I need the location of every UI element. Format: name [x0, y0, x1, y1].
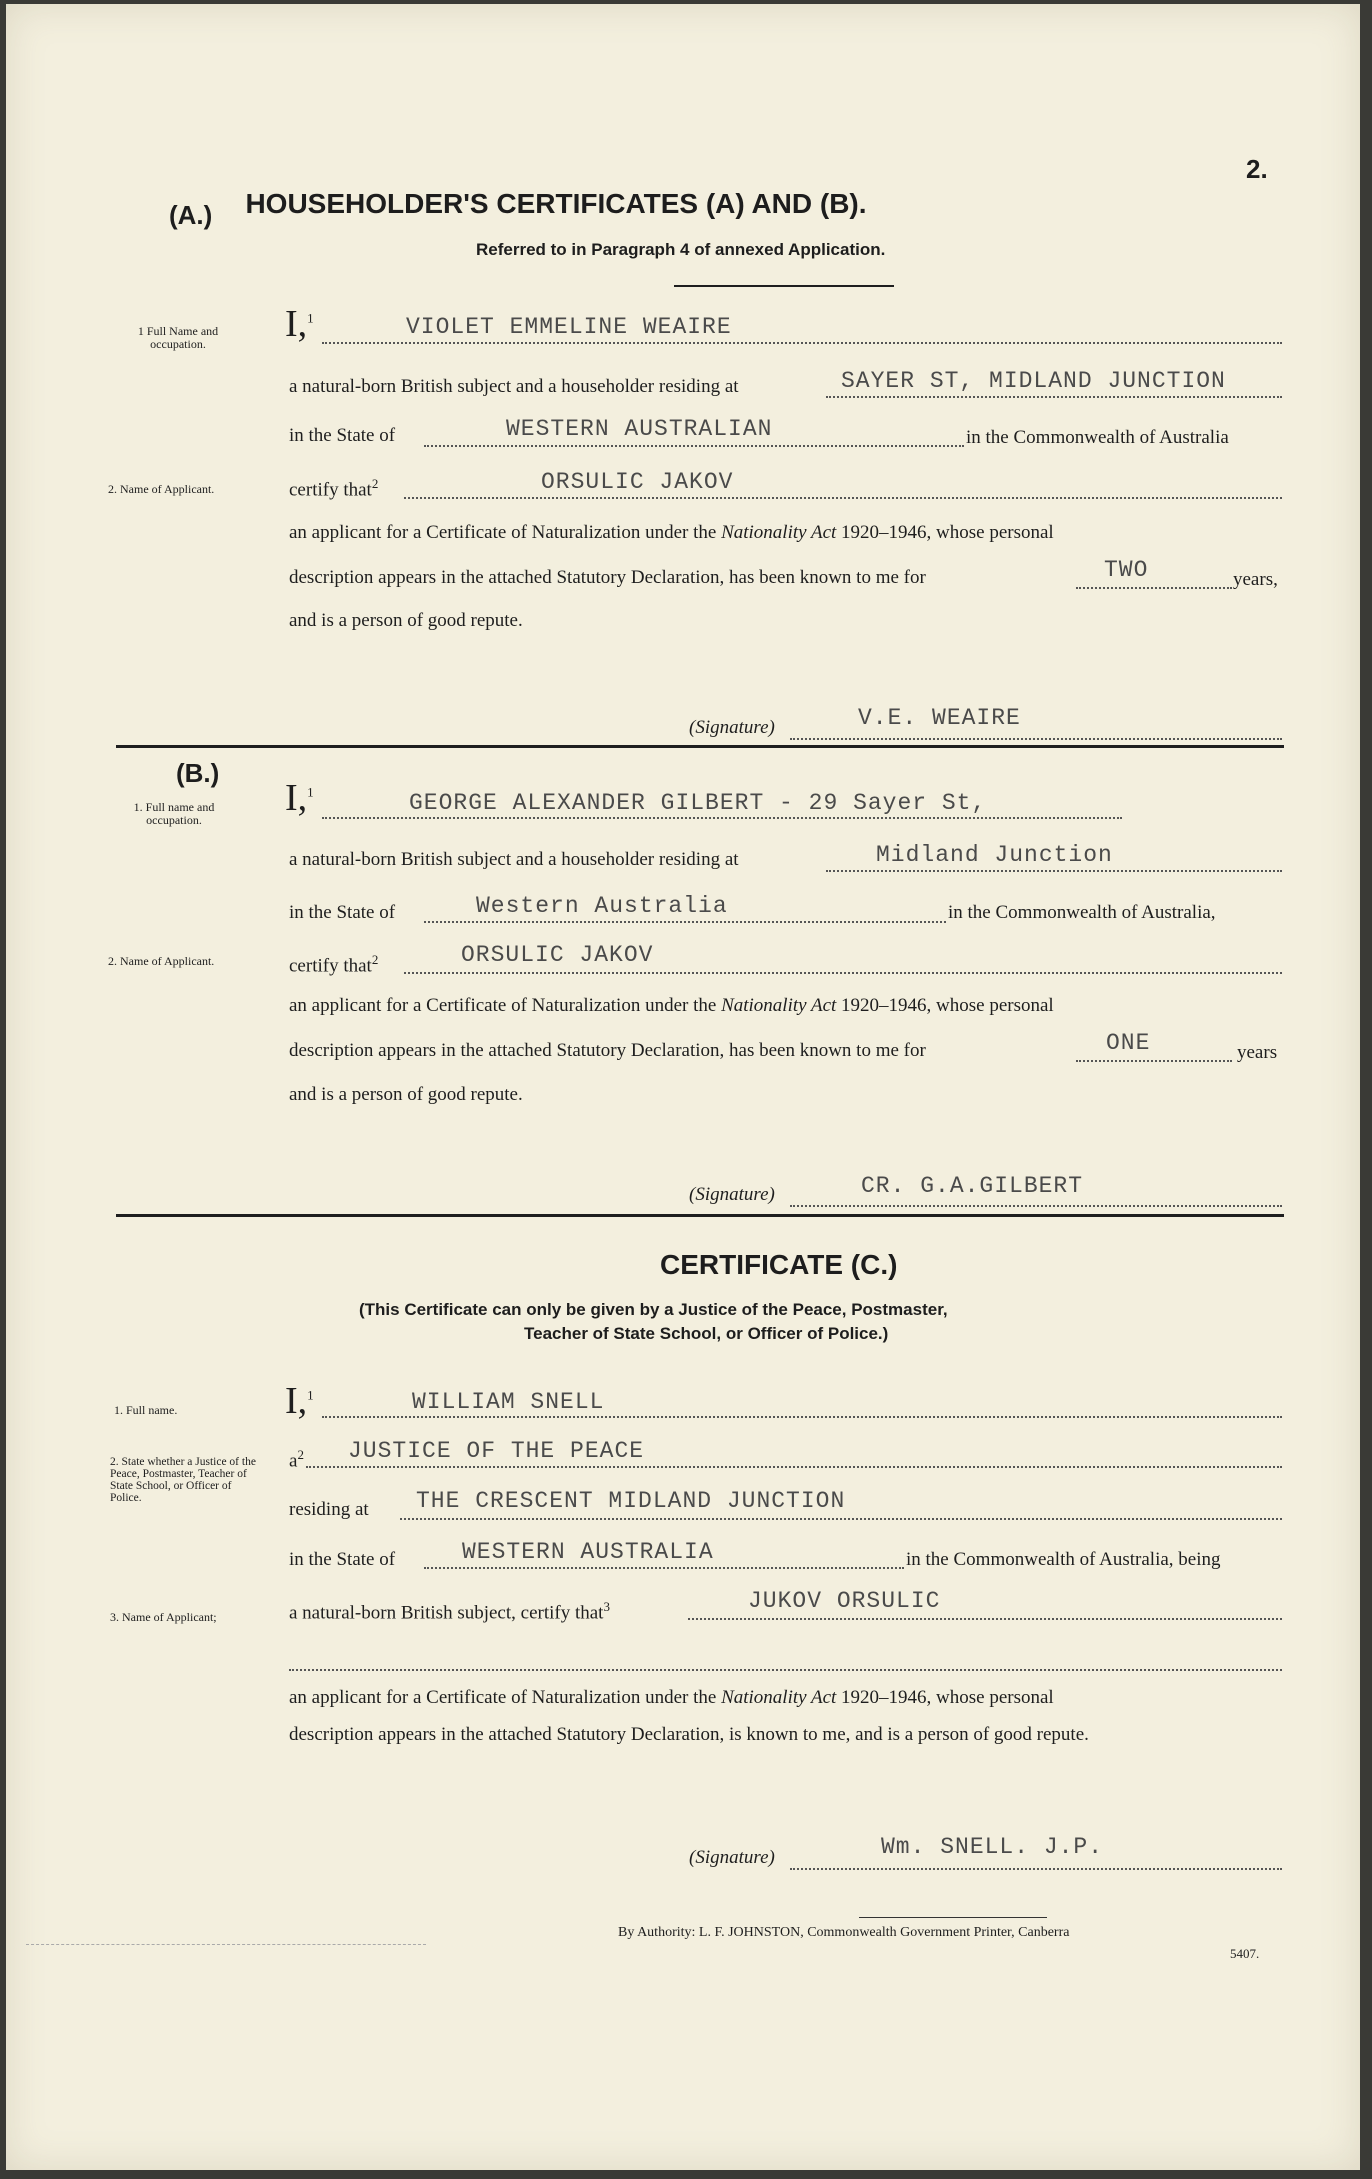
statement-line1-b	[289, 995, 1054, 1017]
section-b-label: (B.)	[176, 758, 220, 788]
margin-applicant-c: 3. Name of Applicant;	[110, 1610, 217, 1624]
footnote-2: 2	[371, 476, 379, 491]
footnote-2: 2	[297, 1447, 304, 1462]
page-subtitle: Referred to in Paragraph 4 of annexed Application.	[476, 240, 886, 259]
fill-line	[1076, 1060, 1232, 1062]
document-page	[6, 4, 1360, 2170]
act-name: Nationality Act	[721, 995, 837, 1016]
fill-line	[322, 817, 1122, 819]
a-text: a	[289, 1450, 298, 1472]
footnote-1: 1	[307, 310, 314, 326]
certify-text: certify that	[289, 479, 372, 501]
signature-label-c: (Signature)	[689, 1847, 775, 1868]
section-divider	[116, 1214, 1284, 1217]
fill-line	[424, 1567, 904, 1569]
i-text: I,	[285, 303, 308, 345]
fill-line	[322, 1416, 1282, 1418]
role-c: JUSTICE OF THE PEACE	[348, 1438, 645, 1464]
residing-label-c: residing at	[289, 1499, 369, 1520]
fill-line	[790, 1205, 1282, 1207]
i-text: I,	[285, 777, 308, 819]
householder-name-a: VIOLET EMMELINE WEAIRE	[406, 314, 732, 340]
i-pronoun-b	[285, 776, 314, 820]
commonwealth-label-b: in the Commonwealth of Australia,	[948, 902, 1216, 923]
page-title	[6, 188, 1372, 220]
footer-authority: By Authority: L. F. JOHNSTON, Commonwealth Government Printer, Canberra	[618, 1925, 1070, 1940]
residing-b: Midland Junction	[876, 842, 1113, 868]
residing-label-b: a natural-born British subject and a householder residing at	[289, 849, 739, 870]
fill-line	[790, 738, 1282, 740]
page-number: 2.	[1246, 154, 1268, 184]
i-pronoun-c	[285, 1379, 314, 1423]
fill-line	[826, 396, 1282, 398]
applicant-a: ORSULIC JAKOV	[541, 469, 734, 495]
statement-line2-a: description appears in the attached Statutory Declaration, has been known to me for	[289, 567, 926, 588]
years-known-b: ONE	[1106, 1030, 1151, 1056]
fill-line	[688, 1618, 1282, 1620]
applicant-c: JUKOV ORSULIC	[748, 1588, 941, 1614]
title-divider	[674, 285, 894, 287]
certificate-c-title: CERTIFICATE (C.)	[660, 1249, 898, 1280]
state-a: WESTERN AUSTRALIAN	[506, 416, 773, 442]
certificate-c-subtitle-2: Teacher of State School, or Officer of Police.)	[524, 1324, 889, 1343]
margin-applicant-b: 2. Name of Applicant.	[108, 954, 215, 968]
commonwealth-label-a: in the Commonwealth of Australia	[966, 427, 1229, 448]
statement-text: an applicant for a Certificate of Naturalization under the	[289, 1687, 717, 1708]
subject-label-c	[289, 1599, 610, 1624]
signature-c: Wm. SNELL. J.P.	[881, 1834, 1104, 1860]
statement-tail: 1920–1946, whose personal	[841, 1687, 1054, 1708]
statement-line3-b: and is a person of good repute.	[289, 1084, 523, 1105]
subject-text: a natural-born British subject, certify that	[289, 1602, 604, 1624]
statement-line2-b: description appears in the attached Statutory Declaration, has been known to me for	[289, 1040, 926, 1061]
fill-line	[289, 1669, 1282, 1671]
residing-label-a: a natural-born British subject and a householder residing at	[289, 376, 739, 397]
margin-full-name-a: 1 Full Name and occupation.	[137, 324, 219, 351]
fill-line	[790, 1868, 1282, 1870]
footnote-2: 2	[371, 952, 379, 967]
fill-line	[400, 1518, 1282, 1520]
statement-text: an applicant for a Certificate of Naturalization under the	[289, 522, 717, 543]
years-label-b: years	[1237, 1042, 1278, 1063]
signature-label-b: (Signature)	[689, 1184, 775, 1205]
years-known-a: TWO	[1104, 557, 1149, 583]
act-name: Nationality Act	[721, 1687, 837, 1708]
certify-label-a	[289, 476, 378, 501]
signature-a: V.E. WEAIRE	[858, 705, 1021, 731]
fill-line	[826, 870, 1282, 872]
page-title-text: HOUSEHOLDER'S CERTIFICATES (A) AND (B).	[245, 188, 867, 219]
a-label-c	[289, 1447, 304, 1472]
margin-full-name-c: 1. Full name.	[114, 1403, 178, 1417]
state-c: WESTERN AUSTRALIA	[462, 1539, 714, 1565]
applicant-b: ORSULIC JAKOV	[461, 942, 654, 968]
footnote-1: 1	[307, 784, 314, 800]
fill-line	[404, 972, 1282, 974]
residing-a: SAYER ST, MIDLAND JUNCTION	[841, 368, 1226, 394]
signature-label-a: (Signature)	[689, 717, 775, 738]
state-b: Western Australia	[476, 893, 728, 919]
statement-line1-a	[289, 522, 1054, 544]
i-text: I,	[285, 1380, 308, 1422]
statement-tail: 1920–1946, whose personal	[841, 995, 1054, 1016]
fold-line	[26, 1944, 426, 1945]
act-name: Nationality Act	[721, 522, 837, 543]
state-label-b: in the State of	[289, 902, 396, 923]
fill-line	[322, 342, 1282, 344]
margin-applicant-a: 2. Name of Applicant.	[108, 482, 215, 496]
householder-name-b: GEORGE ALEXANDER GILBERT - 29 Sayer St,	[409, 790, 987, 816]
statement-tail: 1920–1946, whose personal	[841, 522, 1054, 543]
footer-code: 5407.	[1230, 1946, 1260, 1961]
certificate-c-subtitle-1: (This Certificate can only be given by a Justice of the Peace, Postmaster,	[359, 1300, 948, 1319]
commonwealth-label-c: in the Commonwealth of Australia, being	[906, 1549, 1221, 1570]
margin-full-name-b: 1. Full name and occupation.	[133, 800, 215, 827]
residing-c: THE CRESCENT MIDLAND JUNCTION	[416, 1488, 846, 1514]
i-pronoun-a	[285, 302, 314, 346]
certify-label-b	[289, 952, 378, 977]
section-divider	[116, 745, 1284, 748]
signature-b: CR. G.A.GILBERT	[861, 1173, 1084, 1199]
fill-line	[306, 1466, 1282, 1468]
state-label-a: in the State of	[289, 425, 396, 446]
years-label-a: years,	[1233, 569, 1278, 590]
footer-divider	[859, 1917, 1047, 1918]
fill-line	[424, 921, 946, 923]
statement-line1-c	[289, 1687, 1054, 1709]
state-label-c: in the State of	[289, 1549, 396, 1570]
statement-text: an applicant for a Certificate of Naturalization under the	[289, 995, 717, 1016]
margin-state-whether-c: 2. State whether a Justice of the Peace, Postmaster, Teacher of State School, or Officer of Police.	[110, 1456, 256, 1504]
section-a-label: (A.)	[169, 200, 213, 230]
certify-text: certify that	[289, 955, 372, 977]
fill-line	[404, 497, 1282, 499]
fill-line	[1076, 587, 1232, 589]
certifier-name-c: WILLIAM SNELL	[412, 1389, 605, 1415]
statement-line2-c: description appears in the attached Statutory Declaration, is known to me, and is a person of good repute.	[289, 1724, 1089, 1745]
footnote-3: 3	[603, 1599, 610, 1614]
footnote-1: 1	[307, 1387, 314, 1403]
statement-line3-a: and is a person of good repute.	[289, 610, 523, 631]
fill-line	[424, 445, 964, 447]
